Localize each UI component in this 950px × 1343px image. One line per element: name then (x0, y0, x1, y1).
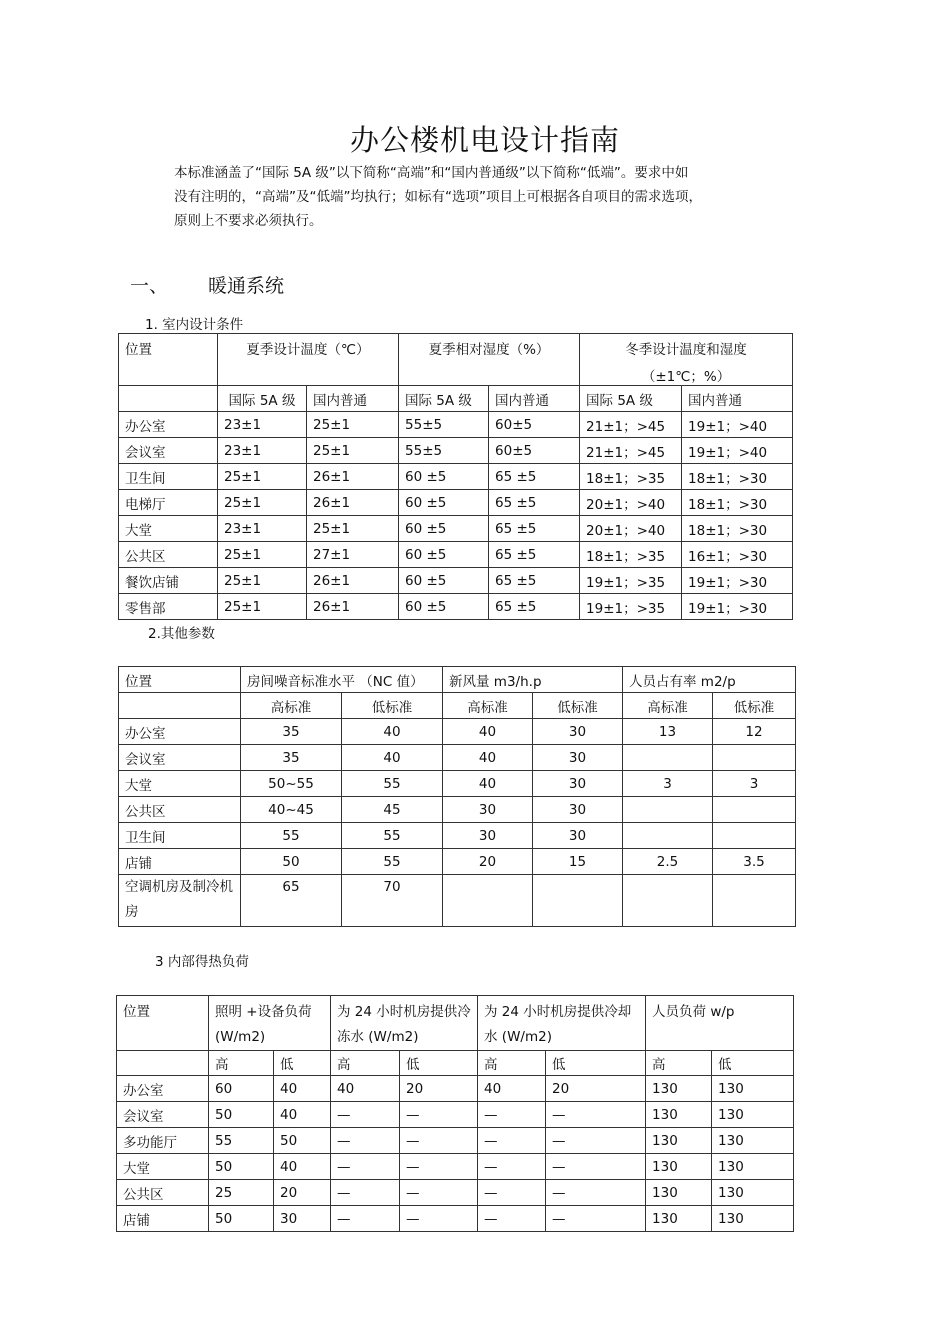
table-cell: 65 ±5 (489, 594, 580, 620)
table-cell: 20±1；>40 (580, 490, 682, 516)
subheader: 低标准 (713, 693, 796, 719)
table-cell: — (546, 1206, 646, 1232)
header-empty (117, 1051, 209, 1076)
table-cell: 25±1 (218, 568, 307, 594)
subheader: 高 (646, 1051, 712, 1076)
header-occupancy: 人员占有率 m2/p (623, 667, 796, 693)
row-label: 办公室 (119, 719, 241, 745)
table-row (117, 1076, 794, 1102)
table-cell: — (546, 1102, 646, 1128)
table-cell: 60±5 (489, 438, 580, 464)
table-cell: 50~55 (241, 771, 342, 797)
header-empty (119, 386, 218, 412)
table-cell: — (478, 1128, 546, 1154)
table-cell: 23±1 (218, 516, 307, 542)
table-cell: 25±1 (218, 594, 307, 620)
subheader: 高 (478, 1051, 546, 1076)
subheader: 高标准 (623, 693, 713, 719)
table-cell: — (478, 1102, 546, 1128)
header-summer-humidity: 夏季相对湿度（%） (399, 334, 580, 386)
table-cell: 55 (209, 1128, 274, 1154)
table-cell: 40 (331, 1076, 400, 1102)
table-cell: 130 (646, 1154, 712, 1180)
table-cell: 16±1；>30 (682, 542, 793, 568)
table-row (119, 438, 793, 464)
table-row (119, 516, 793, 542)
table-cell: 45 (342, 797, 443, 823)
table-row (119, 464, 793, 490)
row-label: 会议室 (117, 1102, 209, 1128)
section-number: 一、 (130, 275, 169, 297)
table-cell: 70 (342, 875, 443, 927)
row-label: 零售部 (119, 594, 218, 620)
table-row (119, 594, 793, 620)
row-label: 卫生间 (119, 464, 218, 490)
table-row (117, 1206, 794, 1232)
table-cell (623, 745, 713, 771)
table-cell: 25±1 (307, 412, 399, 438)
header-summer-temp: 夏季设计温度（℃） (218, 334, 399, 386)
table-cell: 130 (646, 1180, 712, 1206)
header-empty (119, 693, 241, 719)
table-cell: 130 (712, 1102, 794, 1128)
table3-caption: 3 内部得热负荷 (155, 954, 249, 970)
table-cell: 50 (209, 1154, 274, 1180)
table-cell: 130 (712, 1154, 794, 1180)
other-parameters-table (118, 666, 796, 927)
subheader: 国际 5A 级 (218, 386, 307, 412)
header-noise: 房间噪音标准水平 （NC 值） (241, 667, 443, 693)
table-cell: — (546, 1128, 646, 1154)
header-lighting-equipment: 照明 +设备负荷(W/m2) (209, 996, 331, 1051)
subheader: 低 (400, 1051, 478, 1076)
table-cell: 130 (712, 1128, 794, 1154)
table-cell: 19±1；>35 (580, 568, 682, 594)
subheader: 低 (712, 1051, 794, 1076)
table-cell: 26±1 (307, 568, 399, 594)
table-row (119, 542, 793, 568)
table-cell: 13 (623, 719, 713, 745)
table-cell: 20±1；>40 (580, 516, 682, 542)
table-cell: 19±1；>35 (580, 594, 682, 620)
table-cell (713, 875, 796, 927)
table-cell: 130 (712, 1206, 794, 1232)
section-title: 暖通系统 (208, 275, 285, 297)
table-cell: 130 (646, 1128, 712, 1154)
table-cell: 40 (274, 1102, 331, 1128)
table-cell: — (331, 1154, 400, 1180)
table-cell (713, 745, 796, 771)
table-cell: 19±1；>40 (682, 412, 793, 438)
table-cell (713, 823, 796, 849)
table-cell: 40 (342, 745, 443, 771)
row-label: 卫生间 (119, 823, 241, 849)
table-cell: 35 (241, 719, 342, 745)
table-cell: 30 (533, 771, 623, 797)
table-cell: 30 (533, 823, 623, 849)
table-cell: 65 (241, 875, 342, 927)
table-cell: 21±1；>45 (580, 412, 682, 438)
table-cell: — (400, 1180, 478, 1206)
table-cell: — (331, 1206, 400, 1232)
table-row (119, 719, 796, 745)
table-cell: 50 (209, 1206, 274, 1232)
subheader: 国内普通 (682, 386, 793, 412)
subheader: 国内普通 (489, 386, 580, 412)
table-cell: 40~45 (241, 797, 342, 823)
table-cell: 12 (713, 719, 796, 745)
table1-caption: 1. 室内设计条件 (145, 317, 244, 333)
table-row (117, 1102, 794, 1128)
header-chilled-water: 为 24 小时机房提供冷冻水 (W/m2) (331, 996, 478, 1051)
table-cell (713, 797, 796, 823)
table-cell: 130 (646, 1206, 712, 1232)
table-cell: 130 (712, 1076, 794, 1102)
subheader: 国际 5A 级 (399, 386, 489, 412)
table-cell: 19±1；>30 (682, 568, 793, 594)
subheader: 高标准 (241, 693, 342, 719)
table-cell: 27±1 (307, 542, 399, 568)
row-label: 大堂 (119, 516, 218, 542)
row-label: 办公室 (117, 1076, 209, 1102)
table-cell: 50 (274, 1128, 331, 1154)
table-cell: 40 (443, 719, 533, 745)
intro-line: 原则上不要求必须执行。 (174, 213, 323, 229)
table2-caption: 2.其他参数 (148, 626, 215, 642)
table-cell: — (546, 1154, 646, 1180)
row-label: 店铺 (117, 1206, 209, 1232)
row-label: 公共区 (117, 1180, 209, 1206)
header-winter-line2: （±1℃；%） (641, 369, 731, 385)
table-row (119, 745, 796, 771)
table-cell: 25±1 (218, 464, 307, 490)
table-cell: 55 (241, 823, 342, 849)
table-cell: 60 ±5 (399, 490, 489, 516)
table-cell: — (400, 1128, 478, 1154)
table-cell: — (331, 1128, 400, 1154)
table-cell: — (400, 1206, 478, 1232)
row-label: 多功能厅 (117, 1128, 209, 1154)
subheader: 低标准 (342, 693, 443, 719)
table-cell: 130 (646, 1102, 712, 1128)
table-cell: — (400, 1154, 478, 1180)
table-row (119, 849, 796, 875)
table-cell: 18±1；>30 (682, 516, 793, 542)
indoor-conditions-table (118, 333, 793, 620)
table-cell: 19±1；>30 (682, 594, 793, 620)
table-cell: 25±1 (307, 516, 399, 542)
table-cell: 35 (241, 745, 342, 771)
table-row (119, 490, 793, 516)
table-cell (623, 823, 713, 849)
table-row (117, 1180, 794, 1206)
table-row (119, 823, 796, 849)
table-cell: 3.5 (713, 849, 796, 875)
table-cell: — (546, 1180, 646, 1206)
table-cell: 30 (533, 745, 623, 771)
header-winter-line1: 冬季设计温度和湿度 (625, 342, 747, 358)
table-cell: 23±1 (218, 412, 307, 438)
subheader: 高标准 (443, 693, 533, 719)
table-cell: 20 (546, 1076, 646, 1102)
header-winter-conditions (580, 334, 793, 386)
header-cooling-water: 为 24 小时机房提供冷却水 (W/m2) (478, 996, 646, 1051)
subheader: 国内普通 (307, 386, 399, 412)
header-location: 位置 (117, 996, 209, 1051)
table-cell: 3 (623, 771, 713, 797)
table-cell: 65 ±5 (489, 568, 580, 594)
row-label: 电梯厅 (119, 490, 218, 516)
table-cell (443, 875, 533, 927)
row-label: 大堂 (119, 771, 241, 797)
subheader: 高 (331, 1051, 400, 1076)
row-label: 会议室 (119, 438, 218, 464)
row-label: 办公室 (119, 412, 218, 438)
table-cell: 55±5 (399, 412, 489, 438)
intro-line: 没有注明的，“高端”及“低端”均执行；如标有“选项”项目上可根据各自项目的需求选项， (174, 189, 702, 205)
table-cell: 18±1；>35 (580, 542, 682, 568)
row-label: 店铺 (119, 849, 241, 875)
table-cell: 15 (533, 849, 623, 875)
page-title: 办公楼机电设计指南 (349, 123, 620, 157)
table-cell: 60 (209, 1076, 274, 1102)
table-cell (533, 875, 623, 927)
table-cell: — (478, 1154, 546, 1180)
table-cell: — (478, 1180, 546, 1206)
table-cell: 55 (342, 771, 443, 797)
table-cell: 3 (713, 771, 796, 797)
table-cell: 60 ±5 (399, 464, 489, 490)
table-cell: 50 (209, 1102, 274, 1128)
table-cell: 50 (241, 849, 342, 875)
subheader: 低 (546, 1051, 646, 1076)
row-label: 会议室 (119, 745, 241, 771)
row-label: 公共区 (119, 542, 218, 568)
internal-heat-gain-table (116, 995, 794, 1232)
table-cell: 30 (533, 719, 623, 745)
table-cell: 30 (533, 797, 623, 823)
table-cell: 130 (712, 1180, 794, 1206)
table-cell: 26±1 (307, 490, 399, 516)
table-cell: 20 (443, 849, 533, 875)
table-cell: — (478, 1206, 546, 1232)
table-cell: 55 (342, 849, 443, 875)
table-cell: 30 (443, 797, 533, 823)
table-cell: 40 (342, 719, 443, 745)
table-cell: 65 ±5 (489, 516, 580, 542)
table-cell: 2.5 (623, 849, 713, 875)
table-cell: 65 ±5 (489, 542, 580, 568)
table-cell: 40 (274, 1076, 331, 1102)
subheader: 低标准 (533, 693, 623, 719)
table-cell: 23±1 (218, 438, 307, 464)
header-occupant-load: 人员负荷 w/p (646, 996, 794, 1051)
table-row (119, 797, 796, 823)
subheader: 高 (209, 1051, 274, 1076)
table-cell: 40 (274, 1154, 331, 1180)
table-row (117, 1154, 794, 1180)
table-cell: 60 ±5 (399, 568, 489, 594)
table-cell: 25±1 (218, 542, 307, 568)
row-label: 公共区 (119, 797, 241, 823)
table-cell: 130 (646, 1076, 712, 1102)
table-cell: 60±5 (489, 412, 580, 438)
table-cell: 40 (478, 1076, 546, 1102)
table-cell: — (331, 1102, 400, 1128)
table-row (119, 771, 796, 797)
table-cell: 20 (274, 1180, 331, 1206)
table-cell: 60 ±5 (399, 594, 489, 620)
header-location: 位置 (119, 334, 218, 386)
table-row (119, 412, 793, 438)
table-cell: 40 (443, 745, 533, 771)
table-cell: 60 ±5 (399, 516, 489, 542)
table-cell: 18±1；>30 (682, 490, 793, 516)
intro-line: 本标准涵盖了“国际 5A 级”以下简称“高端”和“国内普通级”以下简称“低端”。要求中如 (174, 165, 689, 181)
table-cell: 25 (209, 1180, 274, 1206)
table-cell: 30 (274, 1206, 331, 1232)
table-cell: 55±5 (399, 438, 489, 464)
table-cell: — (400, 1102, 478, 1128)
row-label: 餐饮店铺 (119, 568, 218, 594)
table-cell (623, 797, 713, 823)
table-cell: — (331, 1180, 400, 1206)
table-cell: 65 ±5 (489, 464, 580, 490)
table-cell: 21±1；>45 (580, 438, 682, 464)
table-cell (623, 875, 713, 927)
table-cell: 19±1；>40 (682, 438, 793, 464)
subheader: 低 (274, 1051, 331, 1076)
table-cell: 25±1 (218, 490, 307, 516)
table-cell: 30 (443, 823, 533, 849)
table-row (117, 1128, 794, 1154)
row-label: 空调机房及制冷机房 (119, 875, 241, 927)
row-label: 大堂 (117, 1154, 209, 1180)
table-cell: 26±1 (307, 594, 399, 620)
table-cell: 26±1 (307, 464, 399, 490)
table-row (119, 875, 796, 927)
table-cell: 55 (342, 823, 443, 849)
table-row (119, 568, 793, 594)
table-cell: 18±1；>35 (580, 464, 682, 490)
table-cell: 60 ±5 (399, 542, 489, 568)
header-fresh-air: 新风量 m3/h.p (443, 667, 623, 693)
header-location: 位置 (119, 667, 241, 693)
table-cell: 40 (443, 771, 533, 797)
subheader: 国际 5A 级 (580, 386, 682, 412)
table-cell: 25±1 (307, 438, 399, 464)
table-cell: 65 ±5 (489, 490, 580, 516)
table-cell: 18±1；>30 (682, 464, 793, 490)
table-cell: 20 (400, 1076, 478, 1102)
